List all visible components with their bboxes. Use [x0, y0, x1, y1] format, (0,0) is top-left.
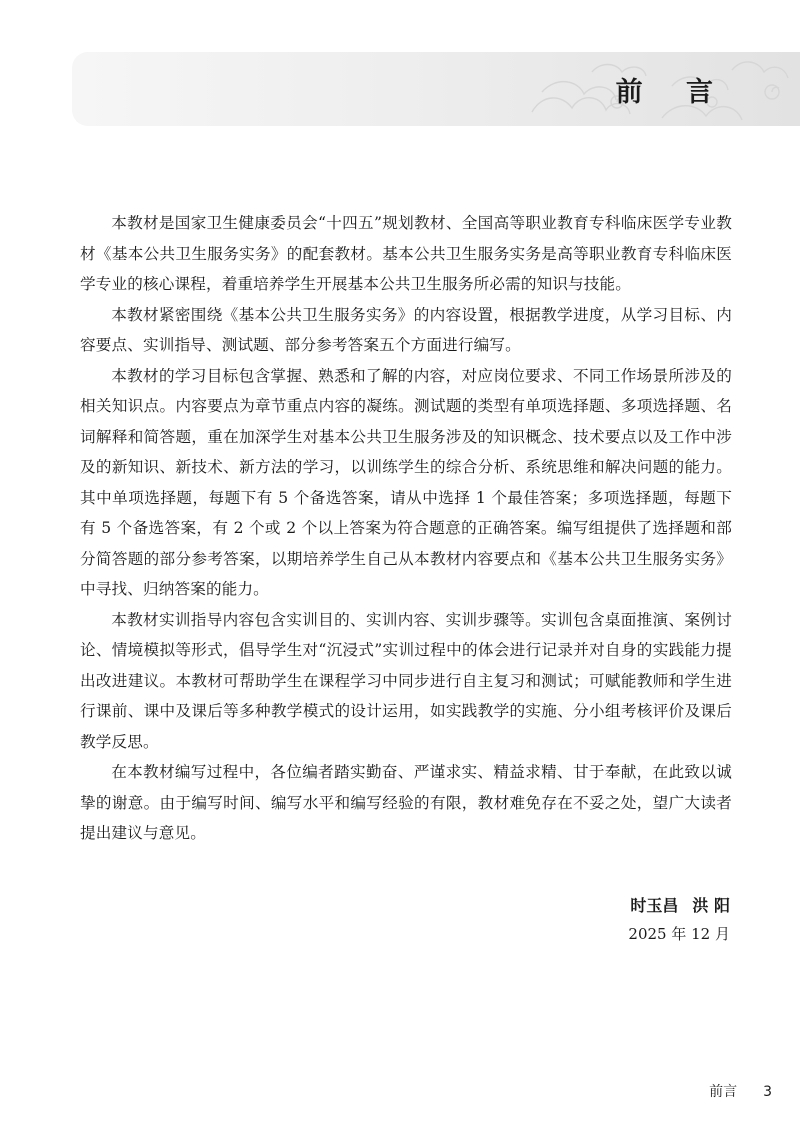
paragraph: 在本教材编写过程中，各位编者踏实勤奋、严谨求实、精益求精、甘于奉献，在此致以诚挚的谢意。由于编写时间、编写水平和编写经验的有限，教材难免存在不妥之处，望广大读者提出建议与意见。: [80, 763, 732, 842]
paragraph: 本教材是国家卫生健康委员会“十四五”规划教材、全国高等职业教育专科临床医学专业教材《基本公共卫生服务实务》的配套教材。基本公共卫生服务实务是高等职业教育专科临床医学专业的核心课程，着重培养学生开展基本公共卫生服务所必需的知识与技能。: [80, 214, 732, 293]
author-names: [628, 893, 730, 919]
author-name: 时玉昌: [630, 896, 679, 915]
paragraph: 本教材紧密围绕《基本公共卫生服务实务》的内容设置，根据教学进度，从学习目标、内容要点、实训指导、测试题、部分参考答案五个方面进行编写。: [80, 305, 732, 354]
chapter-header-band: [72, 52, 800, 126]
page-footer: [709, 1081, 772, 1101]
paragraph: 本教材实训指导内容包含实训目的、实训内容、实训步骤等。实训包含桌面推演、案例讨论、情境模拟等形式，倡导学生对“沉浸式”实训过程中的体会进行记录并对自身的实践能力提出改进建议。本教材可帮助学生在课程学习中同步进行自主复习和测试；可赋能教师和学生进行课前、课中及课后等多种教学模式的设计运用，如实践教学的实施、分小组考核评价及课后教学反思。: [80, 610, 732, 751]
page-title: 前 言: [615, 77, 730, 108]
page-number: 3: [763, 1084, 772, 1100]
preface-body: [80, 208, 732, 849]
paragraph: 本教材的学习目标包含掌握、熟悉和了解的内容，对应岗位要求、不同工作场景所涉及的相关知识点。内容要点为章节重点内容的凝练。测试题的类型有单项选择题、多项选择题、名词解释和简答题，重在加深学生对基本公共卫生服务涉及的知识概念、技术要点以及工作中涉及的新知识、新技术、新方法的学习，以训练学生的综合分析、系统思维和解决问题的能力。其中单项选择题，每题下有 5 个备选答案，请从中选择 1 个最佳答案；多项选择题，每题下有 5 个备选答案，有 2 个或 2 个以上答案为符合题意的正确答案。编写组提供了选择题和部分简答题的部分参考答案，以期培养学生自己从本教材内容要点和《基本公共卫生服务实务》中寻找、归纳答案的能力。: [80, 366, 732, 598]
footer-section-label: 前言: [709, 1084, 738, 1100]
author-name: 洪 阳: [692, 896, 730, 915]
signature-date: 2025 年 12 月: [628, 925, 730, 943]
signature-block: [628, 893, 730, 949]
